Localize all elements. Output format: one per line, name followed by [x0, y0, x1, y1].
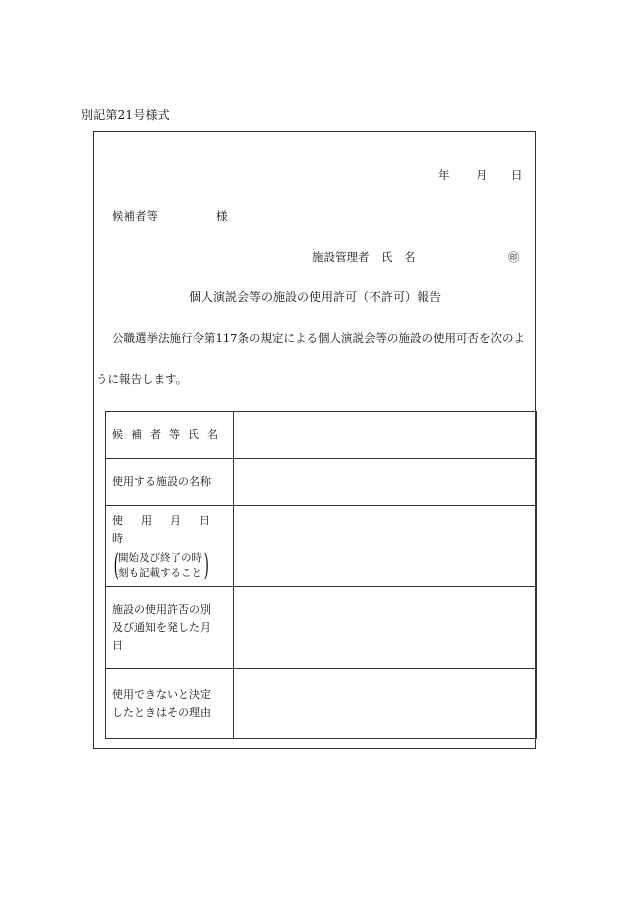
table-row-reason [106, 669, 537, 739]
facility-name-label: 使用する施設の名称 [112, 475, 211, 488]
form-number: 別記第21号様式 [81, 108, 170, 122]
table-row-usage-datetime [106, 506, 537, 587]
reason-label-cell [106, 669, 234, 739]
date-day-label: 日 [511, 168, 523, 182]
open-paren: ( [113, 547, 119, 583]
permission-label-line2: 及び通知を発した月 [112, 620, 211, 634]
usage-datetime-note [112, 547, 229, 583]
table-row-candidate [106, 412, 537, 459]
seal-mark: ㊞ [508, 251, 519, 264]
table-row-permission [106, 587, 537, 669]
usage-datetime-label-cell [106, 506, 234, 587]
recipient-honorific: 様 [216, 209, 228, 223]
reason-label-line1: 使用できないと決定 [112, 687, 211, 701]
reason-label-line2: したときはその理由 [112, 705, 211, 719]
permission-label-line1: 施設の使用許否の別 [112, 602, 211, 616]
body-text-line1: 公職選挙法施行令第117条の規定による個人演説会等の施設の使用可否を次のよ [112, 331, 525, 345]
manager-label: 施設管理者 氏 名 [312, 250, 416, 264]
facility-name-label-cell [106, 459, 234, 506]
usage-datetime-note-line1: 開始及び終了の時 [118, 551, 202, 564]
candidate-name-label-cell [106, 412, 234, 459]
permission-value[interactable] [234, 587, 537, 669]
report-table [105, 411, 537, 739]
candidate-name-label: 候補者等氏名 [112, 428, 226, 441]
reason-value[interactable] [234, 669, 537, 739]
date-month-label: 月 [476, 168, 488, 182]
close-paren: ) [203, 547, 209, 583]
permission-label-cell [106, 587, 234, 669]
body-text-line2: うに報告します。 [96, 372, 188, 386]
recipient-label: 候補者等 [112, 209, 158, 223]
permission-label-line3: 日 [112, 638, 123, 652]
date-year-label: 年 [438, 168, 450, 182]
facility-name-value[interactable] [234, 459, 537, 506]
document-title: 個人演説会等の施設の使用許可（不許可）報告 [188, 290, 441, 304]
table-row-facility [106, 459, 537, 506]
usage-datetime-value[interactable] [234, 506, 537, 587]
usage-datetime-label: 使用月日時 [112, 513, 228, 545]
candidate-name-value[interactable] [234, 412, 537, 459]
usage-datetime-note-line2: 刻も記載すること [118, 566, 202, 579]
